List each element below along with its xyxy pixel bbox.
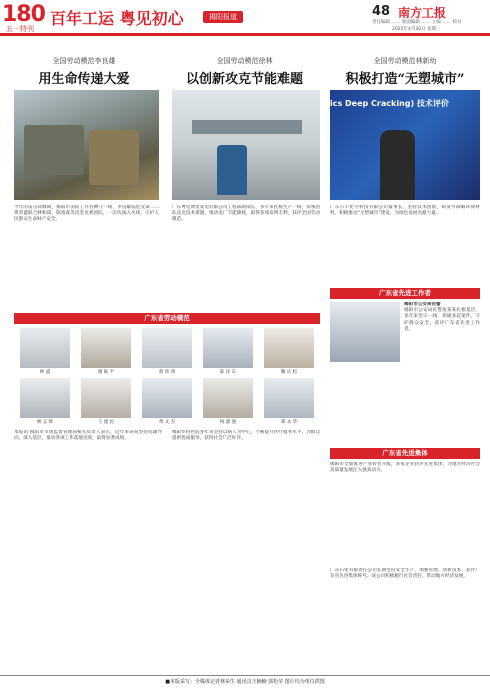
paper-logo: 南方工报	[398, 6, 447, 20]
portrait	[142, 378, 192, 418]
section-bar-labor-models: 广东省劳动模范	[14, 313, 320, 324]
portrait-caption: 林 盛	[39, 370, 51, 375]
feature-title: 用生命传递大爱	[38, 72, 130, 87]
article-column: 本报讯 揭阳市市场监督管理局相关负责人表示，近年来该局坚持问题导向，深入基层，推动各项工作落地见效，取得显著成绩。	[14, 430, 162, 442]
portrait	[81, 328, 131, 368]
section-bar-advanced-workers: 广东省先进工作者	[330, 288, 480, 299]
profile-text	[404, 302, 480, 442]
portrait	[81, 378, 131, 418]
screen-caption: ics Deep Cracking) 技术评价	[330, 99, 449, 108]
logo-subtitle: 五一特刊	[6, 25, 34, 33]
portrait-caption: 谢 砺 平	[97, 370, 115, 375]
feature-kicker: 全国劳动模范李良雄	[52, 57, 116, 65]
feature-1	[14, 56, 154, 87]
section-bar-collectives: 广东省先进集体	[330, 448, 480, 459]
article-column: 广东石化有限责任公司长期坚持安全生产，加强管理，创新技术，获评广东省先进集体称号。该公司积极履行社会责任，带动地方经济发展。	[330, 568, 480, 580]
portrait-caption: 黄 文 杰	[158, 420, 176, 425]
portrait	[264, 328, 314, 368]
feature-photo	[14, 90, 159, 200]
feature-body: 广东示丰化学科技有限公司董事长，坚持技术创新，研发可降解环保材料，积极推动“无塑城市”建设，为绿色发展贡献力量。	[330, 205, 480, 217]
portrait	[20, 328, 70, 368]
logo-number: 180	[2, 2, 45, 27]
masthead-rule	[0, 33, 490, 36]
profile-portrait	[330, 302, 400, 362]
portrait-row-1	[14, 328, 320, 374]
article-column: 揭阳市全面推进产业转型升级，多家企业获评先进集体，为地方经济社会高质量发展注入强劲动力。	[330, 462, 480, 474]
masthead	[0, 0, 490, 36]
feature-kicker: 全国劳动模范徐林	[216, 57, 273, 65]
issue-date: 2025年4月30日 星期三	[392, 27, 441, 32]
anniversary-logo	[2, 2, 46, 34]
page-number: 48	[372, 4, 391, 19]
column-tag: 揭阳报道	[203, 11, 243, 23]
portrait-caption: 蔡 炜 鸿	[158, 370, 176, 375]
feature-title: 积极打造“无塑城市”	[345, 72, 465, 87]
portrait-caption: 赖 庆 松	[280, 370, 298, 375]
page-headline: 百年工运 粤见初心	[50, 9, 184, 28]
page-footer: ■本版采写：全媒体记者林荣生 通讯员王楠楠 郭松莹 图片均为单位供图	[165, 679, 325, 685]
portrait-caption: 杨 建 强	[219, 420, 237, 425]
profile-body: 揭阳市公安局民警詹某某扎根基层，多年来坚守一线，侦破多起案件，守护群众安全，获评广东省先进工作者。	[404, 308, 480, 332]
feature-kicker: 全国劳动模范林新幼	[373, 57, 437, 65]
article-column: 揭阳华侨医院多年来坚持以病人为中心，不断提升医疗服务水平，为群众提供优质服务，获得社会广泛好评。	[172, 430, 320, 442]
portrait	[20, 378, 70, 418]
portrait	[264, 378, 314, 418]
portrait-caption: 陈 泽 东	[219, 370, 237, 375]
feature-photo	[330, 90, 480, 200]
editor-credits: 责任编辑 …… 版面编辑 …… 主编 …… 校对	[372, 20, 462, 25]
portrait	[203, 328, 253, 368]
portrait	[203, 378, 253, 418]
feature-photo	[172, 90, 320, 200]
feature-title: 以创新攻克节能难题	[185, 72, 303, 87]
portrait-caption: 林 志 辉	[36, 420, 54, 425]
feature-body: 广东粤电博贺发电有限公司工程部副部长，多年来扎根生产一线，带领团队攻克技术难题，推动电厂节能降耗，取得多项发明专利，获评全国劳动模范。	[172, 205, 320, 223]
footer-rule	[0, 675, 490, 676]
portrait-caption: 郑 永 华	[280, 420, 298, 425]
portrait	[142, 328, 192, 368]
profile-name: 揭阳市公安局民警	[404, 302, 441, 307]
feature-body: 今年的雷击高峰期，揭阳市消防工作者蹲守一线，李良雄临危受命…… 黄荣鑫联合林和谋、陈旭森等攻坚克难团队，一次次闯入火场，守护人民群众生命财产安全。	[14, 205, 159, 223]
feature-2	[172, 56, 317, 87]
feature-3	[330, 56, 480, 87]
portrait-row-2	[14, 378, 320, 424]
portrait-caption: 王 建 民	[97, 420, 115, 425]
